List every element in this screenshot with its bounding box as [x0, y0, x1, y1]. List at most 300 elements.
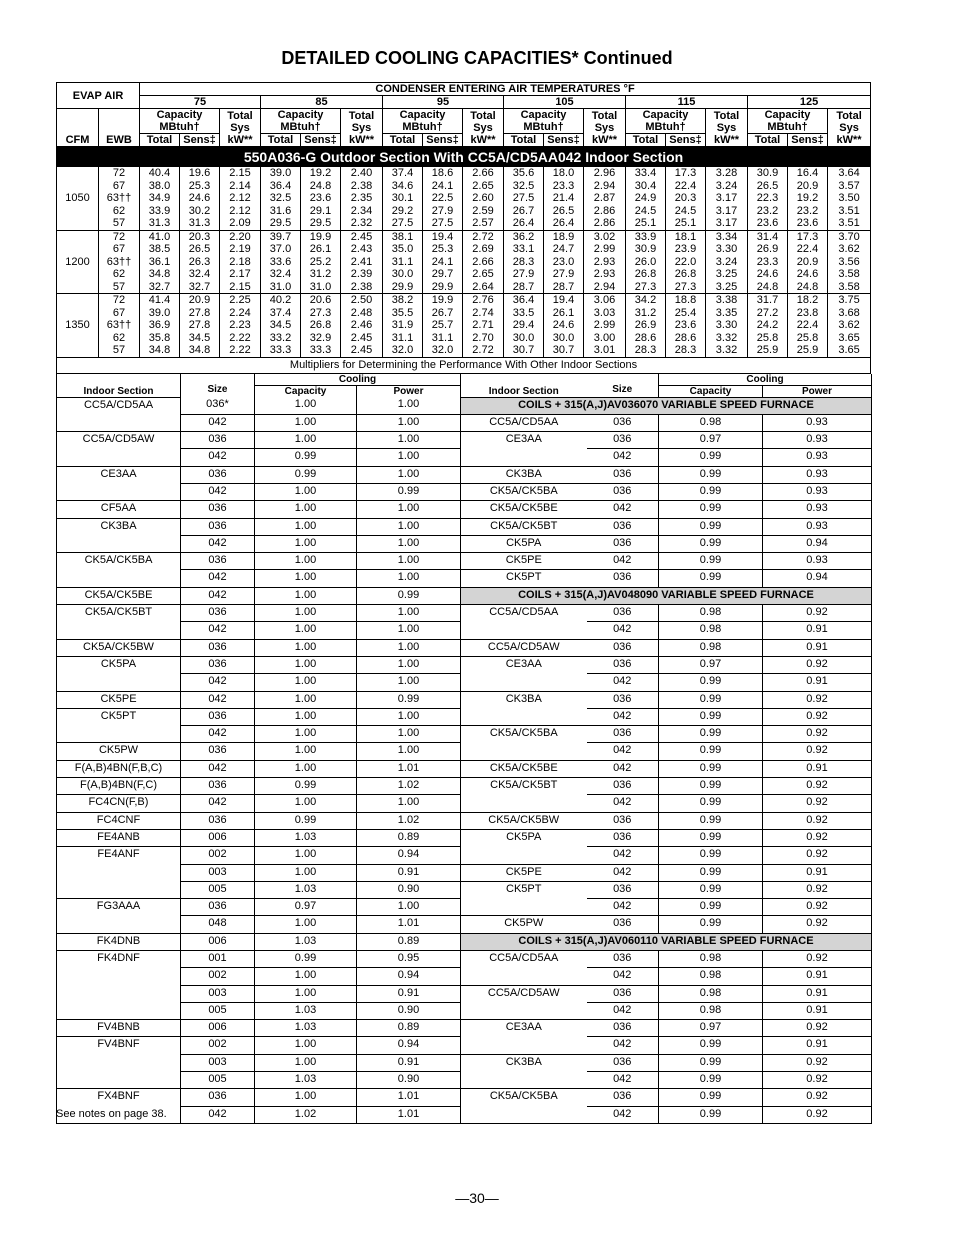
left-power: 1.00	[357, 899, 461, 916]
cell-value: 2.70	[472, 331, 494, 344]
right-size: 036	[587, 726, 659, 743]
cell-value: 32.4	[269, 268, 292, 280]
right-indoor-section	[461, 968, 587, 985]
right-size: 036	[587, 829, 659, 846]
right-capacity: 0.99	[659, 1089, 763, 1106]
cell-value: 26.1	[552, 306, 575, 319]
cell-value: 2.24	[229, 306, 251, 319]
left-indoor-section: CK5A/CK5BE	[57, 587, 181, 604]
cell-value: 27.8	[188, 319, 211, 331]
cell-value: 23.3	[756, 255, 779, 268]
cell-value: 30.0	[552, 331, 575, 344]
cell-value: 2.94	[593, 179, 616, 192]
ewb-values	[99, 230, 140, 294]
multiplier-row	[57, 743, 872, 760]
left-indoor-section	[57, 881, 181, 898]
total-header: Total	[140, 134, 180, 147]
multiplier-row	[57, 778, 872, 795]
capacity-table-body	[57, 83, 871, 374]
cell-value: 3.32	[715, 331, 738, 344]
right-power: 0.93	[763, 414, 872, 431]
cell-value: 3.68	[838, 306, 860, 319]
indoor-section-header: Indoor Section	[83, 385, 154, 397]
cell-value: 2.23	[229, 319, 251, 331]
total-values	[504, 294, 544, 358]
left-indoor-section	[57, 1054, 181, 1071]
total-values	[748, 167, 788, 230]
cell-value: 2.22	[229, 331, 251, 344]
multiplier-table	[56, 374, 872, 1124]
left-power: 0.89	[357, 829, 461, 846]
left-size: 048	[181, 916, 255, 933]
right-power: 0.92	[763, 1089, 872, 1106]
cell-value: 38.1	[391, 230, 414, 243]
left-indoor-section: FK4DNB	[57, 933, 181, 950]
cell-value: 2.38	[350, 179, 373, 192]
left-indoor-section: FC4CN(F,B)	[57, 795, 181, 812]
cell-value: 30.0	[512, 331, 535, 344]
cell-value: 2.50	[350, 294, 373, 306]
left-indoor-section	[57, 864, 181, 881]
cell-value: 2.12	[229, 192, 251, 204]
right-power: 0.91	[763, 864, 872, 881]
multiplier-row	[57, 1054, 872, 1071]
right-size: 036	[587, 812, 659, 829]
right-indoor-section	[461, 622, 587, 639]
cell-value: 28.6	[634, 331, 657, 344]
cell-value: 2.18	[229, 255, 251, 268]
left-indoor-section	[57, 916, 181, 933]
size-header: Size	[612, 383, 633, 395]
right-size: 036	[587, 518, 659, 535]
cell-value: 31.6	[269, 204, 292, 217]
kw-values	[220, 294, 261, 358]
cell-value: 31.7	[756, 294, 779, 306]
cell-value: 23.2	[796, 204, 819, 217]
cell-value: 2.40	[350, 167, 373, 179]
temp-header: 95	[383, 96, 504, 109]
sens-header: Sens‡	[423, 134, 463, 147]
cell-value: 22.3	[756, 192, 779, 204]
cell-value: 2.65	[472, 268, 494, 280]
cooling-capacities-section	[56, 82, 871, 1124]
left-power: 0.90	[357, 881, 461, 898]
kw-values	[463, 294, 504, 358]
cell-value: 19.9	[431, 294, 454, 306]
left-capacity: 0.99	[255, 951, 357, 968]
cell-value: 27.8	[188, 306, 211, 319]
left-size: 042	[181, 1106, 255, 1123]
cfm-group-row	[57, 230, 871, 294]
left-power: 1.01	[357, 1089, 461, 1106]
left-capacity: 1.00	[255, 726, 357, 743]
cell-value: 27.3	[674, 280, 697, 293]
cell-value: 35.0	[391, 243, 414, 255]
cell-value: 3.51	[838, 217, 860, 229]
cell-value: 3.75	[838, 294, 860, 306]
right-capacity: 0.99	[659, 1072, 763, 1089]
right-indoor-section	[461, 708, 587, 725]
cell-value: 2.34	[350, 204, 373, 217]
cell-value: 27.2	[756, 306, 779, 319]
left-power: 0.89	[357, 1020, 461, 1037]
multiplier-row	[57, 397, 872, 414]
multiplier-row	[57, 1072, 872, 1089]
left-capacity: 1.03	[255, 1072, 357, 1089]
cell-value: 29.1	[309, 204, 332, 217]
cell-value: 20.3	[674, 192, 697, 204]
right-size: 042	[587, 553, 659, 570]
cell-value: 33.9	[148, 204, 171, 217]
right-capacity: 0.99	[659, 553, 763, 570]
condenser-header: CONDENSER ENTERING AIR TEMPERATURES °F	[140, 83, 871, 96]
sens-values	[666, 230, 706, 294]
cell-value: 67	[112, 179, 126, 192]
left-indoor-section	[57, 1072, 181, 1089]
cell-value: 38.5	[148, 243, 171, 255]
cell-value: 3.06	[593, 294, 616, 306]
left-capacity: 1.00	[255, 432, 357, 449]
cell-value: 27.3	[309, 306, 332, 319]
total-sys-header: Total Sys kW**	[220, 109, 261, 147]
left-indoor-section: CK5PA	[57, 656, 181, 673]
left-indoor-section: FV4BNB	[57, 1020, 181, 1037]
right-capacity: 0.99	[659, 1106, 763, 1123]
cell-value: 33.4	[634, 167, 657, 179]
cell-value: 34.6	[391, 179, 414, 192]
notes: See notes on page 38.	[56, 1108, 167, 1120]
right-size: 036	[587, 535, 659, 552]
cell-value: 25.8	[796, 331, 819, 344]
right-power: 0.92	[763, 916, 872, 933]
left-size: 042	[181, 483, 255, 500]
ewb-header: EWB	[99, 109, 140, 147]
cell-value: 2.65	[472, 179, 494, 192]
left-power: 1.01	[357, 760, 461, 777]
cell-value: 2.12	[229, 204, 251, 217]
cell-value: 3.24	[715, 179, 738, 192]
cell-value: 31.0	[269, 280, 292, 293]
left-indoor-section: F(A,B)4BN(F,C)	[57, 778, 181, 795]
furnace-header: COILS + 315(A,J)AV036070 VARIABLE SPEED FURNACE	[461, 397, 872, 414]
multiplier-row	[57, 674, 872, 691]
multiplier-row	[57, 968, 872, 985]
cell-value: 2.09	[229, 217, 251, 229]
left-indoor-section: FK4DNF	[57, 951, 181, 968]
cell-value: 3.50	[838, 192, 860, 204]
capacity-header: Capacity MBtuh†	[626, 109, 706, 134]
multiplier-row	[57, 812, 872, 829]
cell-value: 2.22	[229, 344, 251, 356]
left-power: 1.00	[357, 414, 461, 431]
cell-value: 2.99	[593, 243, 616, 255]
right-size: 042	[587, 622, 659, 639]
left-capacity: 1.00	[255, 916, 357, 933]
right-indoor-section	[461, 743, 587, 760]
cell-value: 3.30	[715, 319, 738, 331]
cell-value: 37.4	[269, 306, 292, 319]
cell-value: 23.9	[674, 243, 697, 255]
cell-value: 62	[112, 204, 126, 217]
cfm-value: 1050	[57, 167, 99, 230]
left-power: 1.00	[357, 726, 461, 743]
cell-value: 2.71	[472, 319, 494, 331]
cell-value: 3.01	[593, 344, 616, 356]
left-capacity: 1.00	[255, 397, 357, 414]
capacity-header: Capacity MBtuh†	[504, 109, 584, 134]
total-values	[140, 230, 180, 294]
cell-value: 19.9	[309, 230, 332, 243]
multiplier-row	[57, 951, 872, 968]
sens-values	[666, 294, 706, 358]
cell-value: 26.0	[634, 255, 657, 268]
cell-value: 29.9	[391, 280, 414, 293]
left-capacity: 1.00	[255, 501, 357, 518]
right-power: 0.91	[763, 1037, 872, 1054]
cell-value: 29.2	[391, 204, 414, 217]
left-size: 042	[181, 570, 255, 587]
capacity-header: Capacity	[659, 385, 763, 397]
right-capacity: 0.99	[659, 743, 763, 760]
left-size: 036	[181, 778, 255, 795]
cell-value: 33.6	[269, 255, 292, 268]
right-size: 036	[587, 881, 659, 898]
right-capacity: 0.99	[659, 674, 763, 691]
left-power: 1.00	[357, 708, 461, 725]
header-row-temps	[57, 96, 871, 109]
left-capacity: 1.00	[255, 553, 357, 570]
left-size: 036*	[181, 397, 255, 414]
left-indoor-section: CF5AA	[57, 501, 181, 518]
left-indoor-section	[57, 449, 181, 466]
cell-value: 2.45	[350, 230, 373, 243]
right-size: 036	[587, 570, 659, 587]
multiplier-row	[57, 691, 872, 708]
left-capacity: 1.00	[255, 414, 357, 431]
cell-value: 16.4	[796, 167, 819, 179]
banner-row	[57, 147, 871, 168]
right-size: 042	[587, 1002, 659, 1019]
cell-value: 25.3	[188, 179, 211, 192]
cell-value: 3.62	[838, 243, 860, 255]
cell-value: 36.9	[148, 319, 171, 331]
left-capacity: 0.99	[255, 466, 357, 483]
left-size: 036	[181, 553, 255, 570]
cell-value: 35.5	[391, 306, 414, 319]
right-capacity: 0.98	[659, 622, 763, 639]
cell-value: 25.8	[756, 331, 779, 344]
cell-value: 2.15	[229, 280, 251, 293]
cell-value: 3.32	[715, 344, 738, 356]
sens-values	[666, 167, 706, 230]
left-indoor-section: FE4ANB	[57, 829, 181, 846]
left-indoor-section: CK5PE	[57, 691, 181, 708]
right-indoor-section: CK5A/CK5BA	[461, 1089, 587, 1106]
left-indoor-section: FG3AAA	[57, 899, 181, 916]
left-capacity: 1.03	[255, 933, 357, 950]
right-power: 0.92	[763, 812, 872, 829]
right-size: 042	[587, 795, 659, 812]
cell-value: 39.0	[269, 167, 292, 179]
cell-value: 2.64	[472, 280, 494, 293]
right-capacity: 0.99	[659, 1054, 763, 1071]
left-power: 1.02	[357, 778, 461, 795]
cell-value: 67	[112, 243, 126, 255]
cell-value: 25.1	[674, 217, 697, 229]
cell-value: 3.28	[715, 167, 738, 179]
cell-value: 29.4	[512, 319, 535, 331]
left-size: 036	[181, 432, 255, 449]
left-size: 036	[181, 518, 255, 535]
right-indoor-section: CK5PA	[461, 829, 587, 846]
right-power: 0.93	[763, 449, 872, 466]
right-power: 0.93	[763, 501, 872, 518]
cell-value: 26.5	[552, 204, 575, 217]
kw-values	[584, 167, 626, 230]
capacity-header: Capacity	[255, 385, 357, 397]
right-indoor-section: CK5A/CK5BE	[461, 760, 587, 777]
cell-value: 3.57	[838, 179, 860, 192]
right-capacity: 0.98	[659, 605, 763, 622]
cell-value: 2.93	[593, 255, 616, 268]
cell-value: 3.58	[838, 280, 860, 293]
right-power: 0.91	[763, 674, 872, 691]
kw-values	[706, 230, 748, 294]
total-values	[261, 294, 301, 358]
sens-values	[423, 230, 463, 294]
left-power: 1.00	[357, 466, 461, 483]
right-power: 0.93	[763, 553, 872, 570]
cell-value: 24.2	[756, 319, 779, 331]
multiplier-row	[57, 605, 872, 622]
left-capacity: 1.00	[255, 847, 357, 864]
left-capacity: 1.00	[255, 1054, 357, 1071]
left-power: 0.95	[357, 951, 461, 968]
cell-value: 26.8	[309, 319, 332, 331]
furnace-header: COILS + 315(A,J)AV060110 VARIABLE SPEED FURNACE	[461, 933, 872, 950]
cell-value: 33.9	[634, 230, 657, 243]
kw-values	[463, 167, 504, 230]
left-size: 003	[181, 864, 255, 881]
right-size: 036	[587, 466, 659, 483]
left-capacity: 1.00	[255, 691, 357, 708]
right-power: 0.94	[763, 570, 872, 587]
mult-header-row-1	[57, 374, 872, 386]
multiplier-row	[57, 535, 872, 552]
right-size: 042	[587, 743, 659, 760]
cell-value: 31.3	[188, 217, 211, 229]
right-indoor-section: CE3AA	[461, 656, 587, 673]
cell-value: 28.7	[552, 280, 575, 293]
multiplier-row	[57, 847, 872, 864]
cell-value: 31.3	[148, 217, 171, 229]
left-indoor-section	[57, 535, 181, 552]
left-indoor-section	[57, 1002, 181, 1019]
right-power: 0.93	[763, 466, 872, 483]
left-size: 002	[181, 1037, 255, 1054]
temp-header: 85	[261, 96, 383, 109]
cell-value: 27.5	[391, 217, 414, 229]
cell-value: 26.9	[634, 319, 657, 331]
left-power: 0.89	[357, 933, 461, 950]
total-values	[504, 230, 544, 294]
right-size: 042	[587, 1106, 659, 1123]
left-capacity: 1.00	[255, 656, 357, 673]
temp-header: 125	[748, 96, 871, 109]
cell-value: 32.5	[512, 179, 535, 192]
temp-header: 115	[626, 96, 748, 109]
cell-value: 41.0	[148, 230, 171, 243]
right-indoor-section	[461, 795, 587, 812]
right-indoor-section: CK3BA	[461, 466, 587, 483]
right-indoor-section: CE3AA	[461, 432, 587, 449]
cell-value: 2.45	[350, 331, 373, 344]
cell-value: 33.3	[269, 344, 292, 356]
right-power: 0.92	[763, 1106, 872, 1123]
left-size: 042	[181, 691, 255, 708]
right-size: 036	[587, 605, 659, 622]
left-size: 036	[181, 743, 255, 760]
cell-value: 3.17	[715, 192, 738, 204]
cell-value: 25.7	[431, 319, 454, 331]
cell-value: 18.2	[796, 294, 819, 306]
left-power: 1.00	[357, 553, 461, 570]
left-capacity: 1.00	[255, 708, 357, 725]
right-capacity: 0.98	[659, 414, 763, 431]
cell-value: 2.48	[350, 306, 373, 319]
right-capacity: 0.99	[659, 899, 763, 916]
cell-value: 33.3	[309, 344, 332, 356]
multiplier-row	[57, 501, 872, 518]
cell-value: 31.0	[309, 280, 332, 293]
cell-value: 3.03	[593, 306, 616, 319]
power-header: Power	[763, 385, 872, 397]
kw-values	[828, 230, 871, 294]
kw-values	[463, 230, 504, 294]
capacity-header: Capacity MBtuh†	[140, 109, 220, 134]
multiplier-row	[57, 639, 872, 656]
right-power: 0.92	[763, 795, 872, 812]
left-size: 036	[181, 639, 255, 656]
left-indoor-section: CC5A/CD5AW	[57, 432, 181, 449]
ewb-values	[99, 167, 140, 230]
multiplier-table-body	[57, 374, 872, 1124]
cell-value: 2.19	[229, 243, 251, 255]
left-size: 005	[181, 1002, 255, 1019]
kw-values	[706, 167, 748, 230]
total-header: Total	[626, 134, 666, 147]
right-capacity: 0.99	[659, 708, 763, 725]
total-values	[748, 230, 788, 294]
multiplier-row	[57, 432, 872, 449]
cell-value: 2.59	[472, 204, 494, 217]
cell-value: 22.0	[674, 255, 697, 268]
kw-values	[828, 294, 871, 358]
left-capacity: 1.00	[255, 535, 357, 552]
left-indoor-section	[57, 968, 181, 985]
cell-value: 63††	[106, 192, 132, 204]
left-power: 1.00	[357, 535, 461, 552]
cell-value: 63††	[106, 319, 132, 331]
cell-value: 72	[112, 294, 126, 306]
right-indoor-section: CK5A/CK5BA	[461, 726, 587, 743]
indoor-section-header: Indoor Section	[461, 374, 587, 398]
cell-value: 19.2	[796, 192, 819, 204]
left-power: 0.91	[357, 1054, 461, 1071]
cell-value: 24.9	[634, 192, 657, 204]
left-size: 002	[181, 968, 255, 985]
right-indoor-section: CK5PE	[461, 553, 587, 570]
